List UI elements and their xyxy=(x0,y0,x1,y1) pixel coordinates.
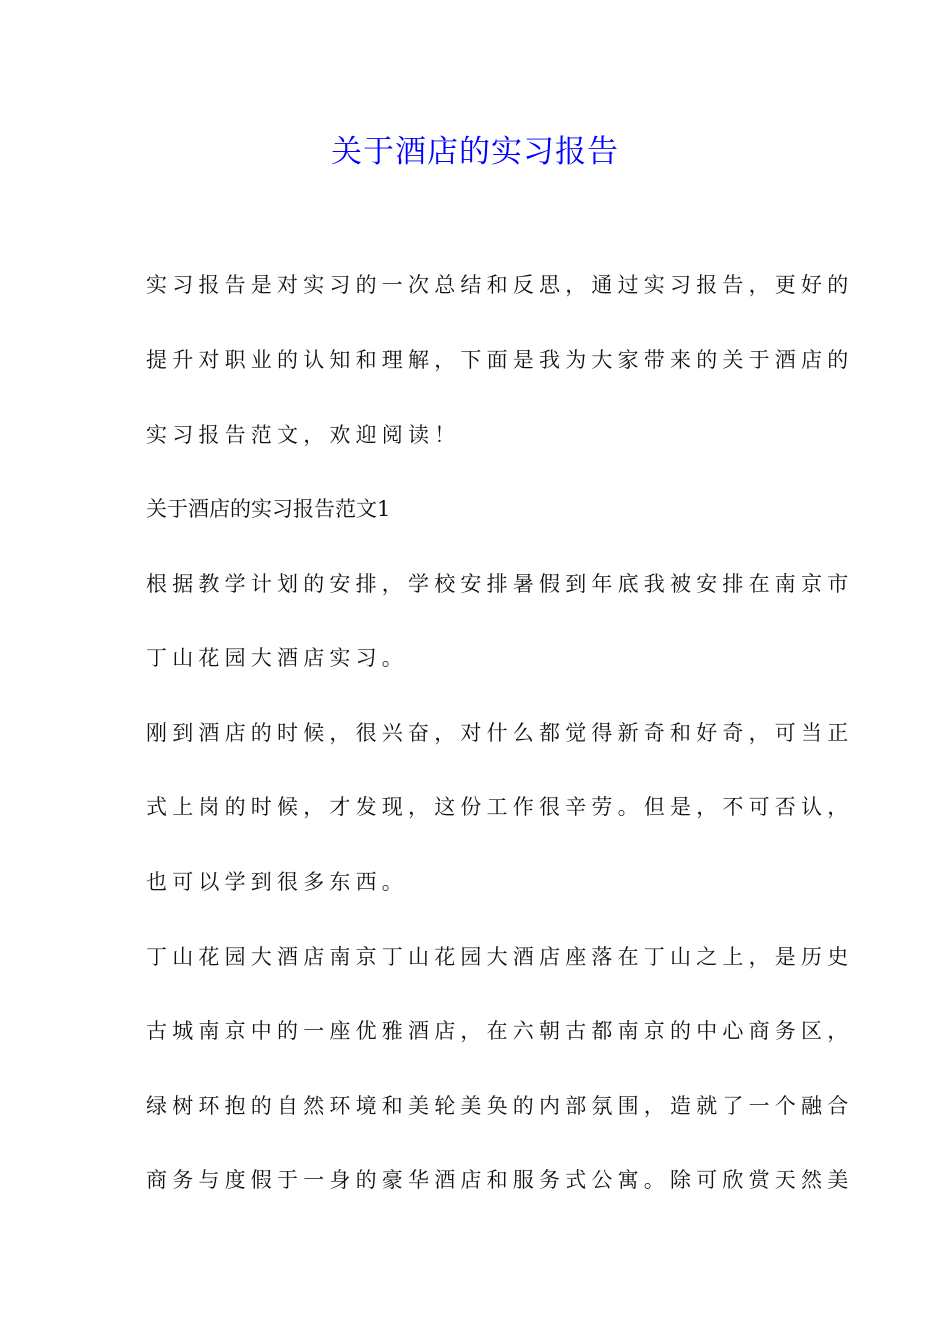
paragraph-2-line-1: 刚到酒店的时候，很兴奋，对什么都觉得新奇和好奇，可当正 xyxy=(146,721,854,745)
paragraph-2-line-2: 式上岗的时候，才发现，这份工作很辛劳。但是，不可否认， xyxy=(146,795,854,819)
paragraph-3-line-1: 丁山花园大酒店南京丁山花园大酒店座落在丁山之上，是历史 xyxy=(146,945,854,969)
paragraph-3-line-3: 绿树环抱的自然环境和美轮美奂的内部氛围，造就了一个融合 xyxy=(146,1094,854,1118)
intro-line-1: 实习报告是对实习的一次总结和反思，通过实习报告，更好的 xyxy=(146,273,854,297)
paragraph-1-line-2: 丁山花园大酒店实习。 xyxy=(146,646,408,670)
paragraph-3-line-4: 商务与度假于一身的豪华酒店和服务式公寓。除可欣赏天然美 xyxy=(146,1168,854,1192)
paragraph-3-line-2: 古城南京中的一座优雅酒店，在六朝古都南京的中心商务区， xyxy=(146,1019,854,1043)
section-heading: 关于酒店的实习报告范文1 xyxy=(146,497,391,521)
intro-line-2: 提升对职业的认知和理解，下面是我为大家带来的关于酒店的 xyxy=(146,348,854,372)
document-title: 关于酒店的实习报告 xyxy=(331,134,619,170)
paragraph-2-line-3: 也可以学到很多东西。 xyxy=(146,870,408,894)
intro-line-3: 实习报告范文，欢迎阅读！ xyxy=(146,423,461,447)
paragraph-1-line-1: 根据教学计划的安排，学校安排暑假到年底我被安排在南京市 xyxy=(146,572,854,596)
